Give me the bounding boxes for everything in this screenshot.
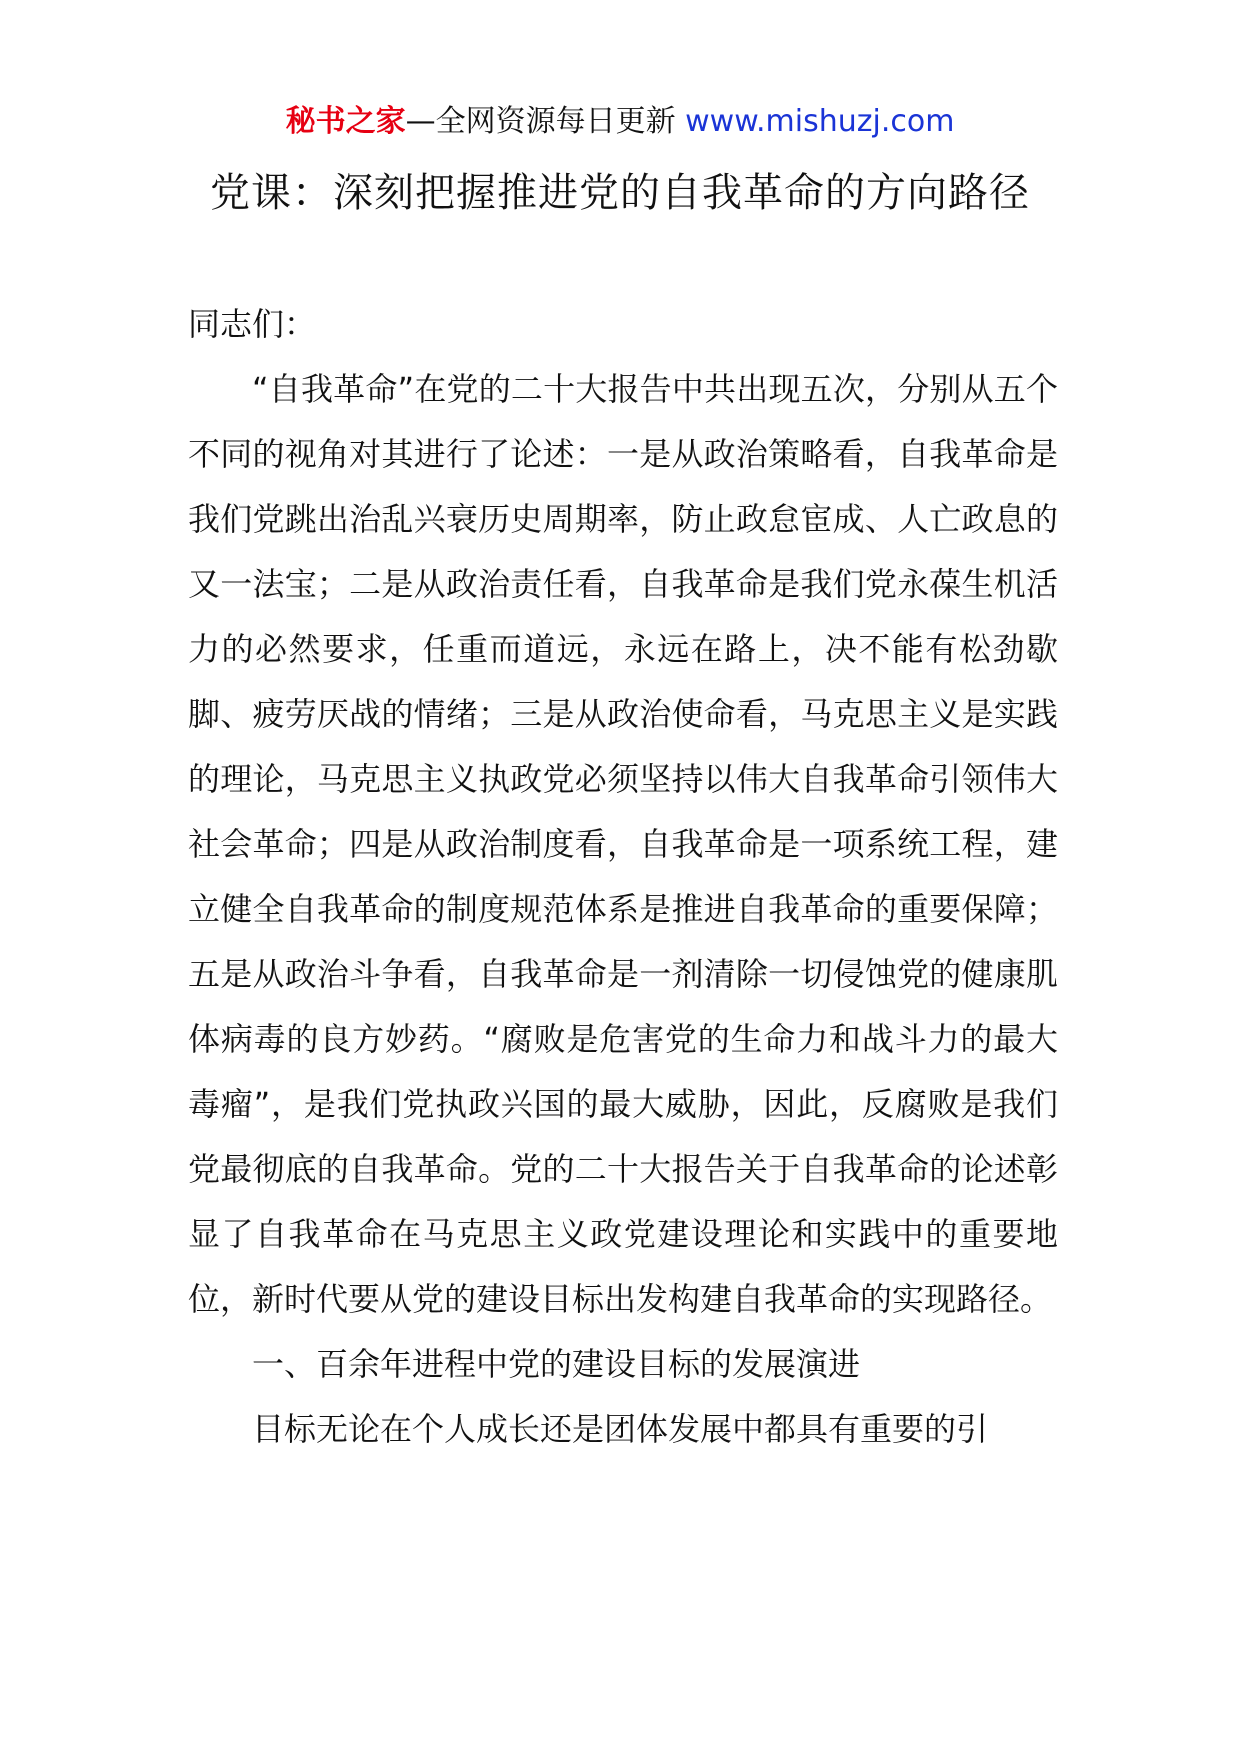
site-url-link[interactable]: www.mishuzj.com <box>685 104 955 139</box>
salutation: 同志们： <box>188 305 317 343</box>
body-paragraph: “自我革命”在党的二十大报告中共出现五次，分别从五个不同的视角对其进行了论述：一是从政治策略看，自我革命是我们党跳出治乱兴衰历史周期率，防止政怠宦成、人亡政息的又一法宝；二是从政治责任看，自我革命是我们党永葆生机活力的必然要求，任重而道远，永远在路上，决不能有松劲歇脚、疲劳厌战的情绪；三是从政治使命看，马克思主义是实践的理论，马克思主义执政党必须坚持以伟大自我革命引领伟大社会革命；四是从政治制度看，自我革命是一项系统工程，建立健全自我革命的制度规范体系是推进自我革命的重要保障；五是从政治斗争看，自我革命是一剂清除一切侵蚀党的健康肌体病毒的良方妙药。“腐败是危害党的生命力和战斗力的最大毒瘤”，是我们党执政兴国的最大威胁，因此，反腐败是我们党最彻底的自我革命。党的二十大报告关于自我革命的论述彰显了自我革命在马克思主义政党建设理论和实践中的重要地位，新时代要从党的建设目标出发构建自我革命的实现路径。 <box>188 370 1058 1318</box>
document-title: 党课：深刻把握推进党的自我革命的方向路径 <box>210 170 1030 216</box>
section-paragraph: 目标无论在个人成长还是团体发展中都具有重要的引 <box>252 1410 989 1448</box>
section-heading: 一、百余年进程中党的建设目标的发展演进 <box>252 1345 861 1383</box>
site-header <box>0 100 1240 144</box>
site-brand: 秘书之家 <box>285 104 406 139</box>
site-slogan: —全网资源每日更新 <box>405 104 686 139</box>
document-body <box>188 292 1058 1462</box>
